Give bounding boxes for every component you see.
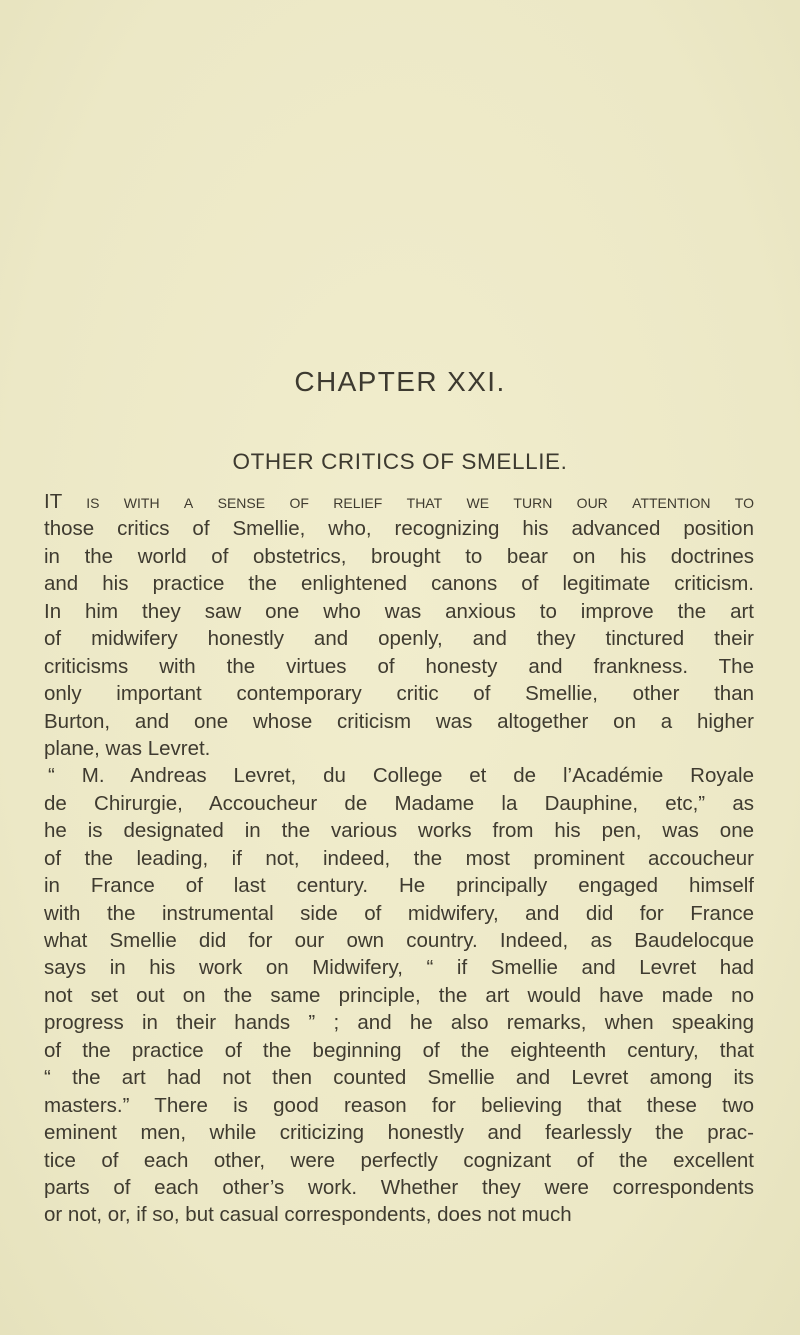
text-line-20: progress in their hands ” ; and he also remarks, when speaking	[44, 1011, 754, 1035]
text-line-7: criticisms with the virtues of honesty and frankness. The	[44, 654, 754, 678]
text-line-4: and his practice the enlightened canons of legitimate criticism.	[44, 572, 754, 596]
text-line-6: of midwifery honestly and openly, and they tinctured their	[44, 627, 754, 651]
text-line-12: de Chirurgie, Accoucheur de Madame la Dauphine, etc,” as	[44, 791, 754, 815]
text-line-18: says in his work on Midwifery, “ if Smellie and Levret had	[44, 956, 754, 980]
text-line-22: “ the art had not then counted Smellie and Levret among its	[44, 1066, 754, 1090]
text-line-5: In him they saw one who was anxious to improve the art	[44, 599, 754, 623]
text-line-19: not set out on the same principle, the art would have made no	[44, 983, 754, 1007]
text-line-24: eminent men, while criticizing honestly and fearlessly the prac-	[44, 1121, 754, 1145]
chapter-title: OTHER CRITICS OF SMELLIE.	[232, 449, 568, 474]
text-line-13: he is designated in the various works from his pen, was one	[44, 819, 754, 843]
text-line-17: what Smellie did for our own country. Indeed, as Baudelocque	[44, 929, 754, 952]
chapter-heading: CHAPTER XXI.	[294, 366, 506, 397]
text-line-14: of the leading, if not, indeed, the most prominent accoucheur	[44, 846, 754, 870]
text-line-10: plane, was Levret.	[44, 736, 211, 760]
text-line-3: in the world of obstetrics, brought to bear on his doctrines	[44, 544, 754, 568]
text-line-9: Burton, and one whose criticism was altogether on a higher	[44, 709, 754, 733]
text-line-26: parts of each other’s work. Whether they were correspondents	[44, 1175, 754, 1199]
text-line-2: those critics of Smellie, who, recognizing his advanced position	[44, 517, 754, 541]
body-text	[44, 488, 754, 1229]
text-line-1: IT is with a sense of relief that we turn our attention to	[44, 490, 754, 513]
text-line-11: “ M. Andreas Levret, du College et de l’Académie Royale	[48, 764, 754, 788]
text-line-15: in France of last century. He principally engaged himself	[44, 874, 754, 898]
text-line-23: masters.” There is good reason for believing that these two	[44, 1093, 754, 1117]
text-line-16: with the instrumental side of midwifery, and did for France	[44, 901, 754, 925]
text-line-25: tice of each other, were perfectly cognizant of the excellent	[44, 1148, 754, 1172]
text-line-21: of the practice of the beginning of the eighteenth century, that	[44, 1038, 754, 1062]
text-line-8: only important contemporary critic of Smellie, other than	[44, 682, 754, 706]
text-line-27: or not, or, if so, but casual correspondents, does not much	[44, 1203, 572, 1227]
